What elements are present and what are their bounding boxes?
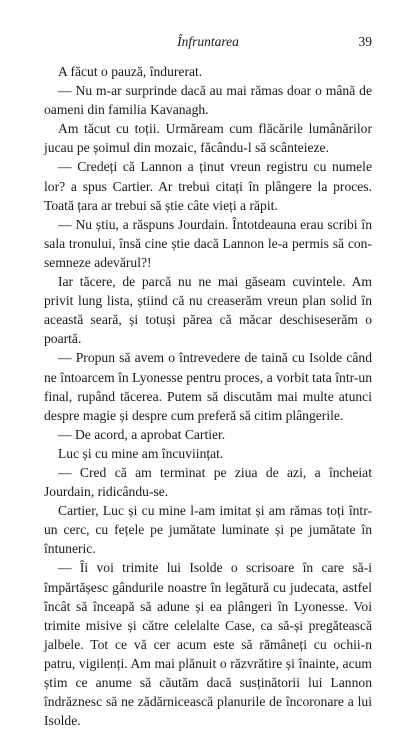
running-header — [44, 34, 372, 52]
paragraph: Luc și cu mine am încuviințat. — [58, 445, 224, 461]
paragraph: — Credeți că Lannon a ținut vreun registru cu numele lor? a spus Cartier. Ar trebui citați în plângere la proces. Toată țara ar trebui să știe câte vieți a răpit. — [44, 159, 372, 213]
paragraph: — De acord, a aprobat Cartier. — [58, 426, 226, 442]
chapter-title: Înfruntarea — [177, 34, 239, 49]
paragraph: — Cred că am terminat pe ziua de azi, a încheiat Jourdain, ridicându-se. — [44, 464, 372, 500]
body-text — [44, 62, 372, 730]
page-number: 39 — [358, 34, 372, 49]
paragraph: Iar tăcere, de parcă nu ne mai găseam cuvintele. Am privit lung lista, știind că nu creaserăm vreun plan solid în această seară, și totuși părea că măcar deschiseserăm o poartă. — [44, 274, 372, 347]
paragraph: A făcut o pauză, îndurerat. — [58, 64, 203, 79]
paragraph: Am tăcut cu toții. Urmăream cum flăcările lumânărilor jucau pe șoimul din mozaic, făcându-l să scânteieze. — [44, 121, 372, 156]
paragraph: — Nu m-ar surprinde dacă au mai rămas doar o mână de oameni din familia Kavanagh. — [44, 83, 372, 118]
paragraph: — Nu știu, a răspuns Jourdain. Întotdeauna erau scribi în sala tronului, însă cine știe dacă Lannon le-a permis să consemneze adevărul?! — [44, 216, 372, 270]
paragraph: — Propun să avem o întrevedere de taină cu Isolde când ne întoarcem în Lyonesse pentru proces, a vorbit tata într-un final, rupând tăcerea. Putem să discutăm mai multe atunci despre magie și despre cum preferă să citim plângerile. — [44, 350, 372, 423]
paragraph: Cartier, Luc și cu mine l-am imitat și am rămas toți într-un cerc, cu fețele pe jumătate luminate și pe jumătate în întuneric. — [44, 503, 372, 557]
paragraph: — Îi voi trimite lui Isolde o scrisoare în care să-i împărtășesc gândurile noastre în legătură cu judecata, astfel încât să înceapă să adune și ea plângeri în Lyonesse. Voi trimite misive și către celelalte Case, ca să-și pregătească jalbele. Tot ce vă cer acum este să rămâneți cu ochii-n patru, vigilenți. Am mai plănuit o răzvrătire și înainte, acum știm ce anume să căutăm dacă susținătorii lui Lannon îndrăznesc să ne zădărnicească planurile de încoronare a lui Isolde. — [44, 560, 372, 729]
